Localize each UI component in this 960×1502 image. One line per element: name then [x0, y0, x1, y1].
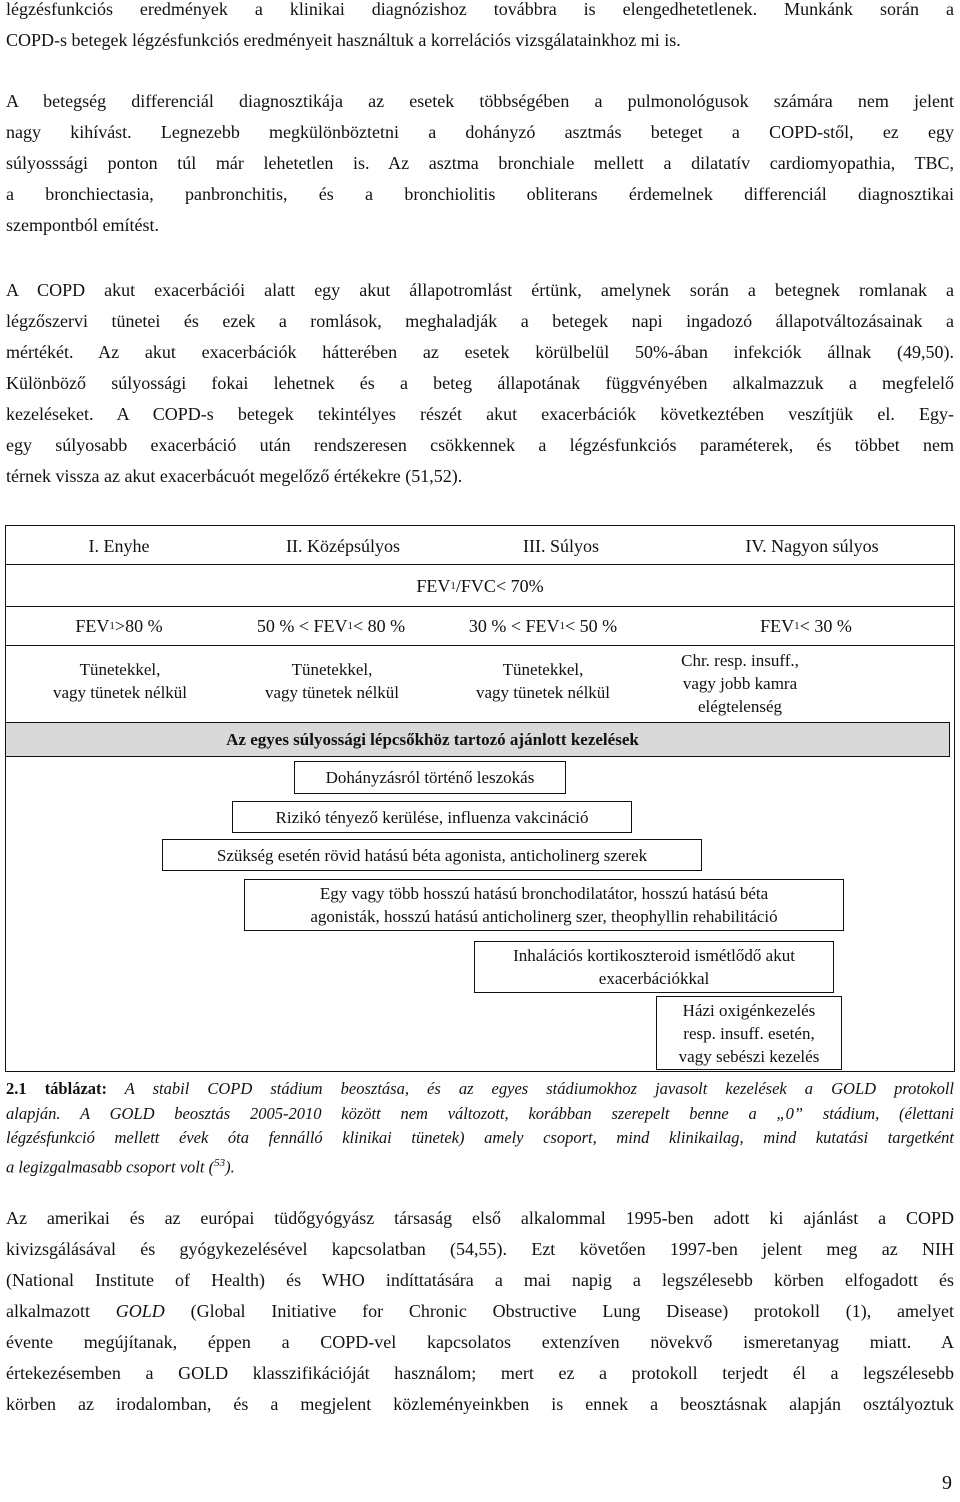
treatment-risk-avoidance: Rizikó tényező kerülése, influenza vakcináció: [232, 801, 632, 833]
table-divider: [5, 564, 955, 565]
fev-range-3: 30 % < FEV 1 < 50 %: [468, 616, 618, 636]
fev-ratio-cell: FEV 1 /FVC< 70%: [416, 575, 544, 596]
exacerbation-paragraph: A COPD akut exacerbációi alatt egy akut állapotromlást értünk, amelynek során a betegnek romlanak a légzőszervi tünetei és ezek a romlások, meghaladják a betegek napi ingadozó állapotváltozásainak a mértékét. Az akut exacerbációk hátterében az esetek körülbelül 50%-ában infekciók állnak (49,50). Különböző súlyossági fokai lehetnek és a beteg állapotának függvényében alkalmazzuk a megfelelő kezeléseket. A COPD-s betegek tekintélyes részét akut exacerbációk következtében veszítjük el. Egy- egy súlyosabb exacerbáció után rendszeresen csökkennek a légzésfunkciós paraméterek, és többet nem térnek vissza az akut exacerbácuót megelőző értékekre (51,52).: [6, 280, 954, 486]
treatment-header: Az egyes súlyossági lépcsőkhöz tartozó ajánlott kezelések: [226, 730, 639, 749]
stage-header-1: I. Enyhe: [88, 535, 150, 556]
symptoms-stage-3: Tünetekkel, vagy tünetek nélkül: [475, 660, 611, 702]
fev-range-1: FEV 1 >80 %: [75, 616, 163, 636]
intro-paragraph: légzésfunkciós eredmények a klinikai diagnózishoz továbbra is elengedhetetlenek. Munkánk során a COPD-s betegek légzésfunkciós eredményeit használtuk a korrelációs vizsgálatainkhoz mi is.: [6, 0, 954, 50]
stage-header-2: II. Középsúlyos: [286, 535, 400, 556]
guidelines-paragraph: Az amerikai és az európai tüdőgyógyász társaság első alkalommal 1995-ben adott ki ajánlást a COPD kivizsgálásával és gyógykezelésével kapcsolatban (54,55). Ezt követően 1997-ben jelent meg az NIH (National Institute of Health) és WHO indíttatására a mai napig a legszélesebb körben elfogadott és alkalmazott GOLD (Global Initiative for Chronic Obstructive Lung Disease) protokoll (1), amelyet évente megújítanak, éppen a COPD-vel kapcsolatos extenzíven növekvő ismeretanyag miatt. A értekezésemben a GOLD klasszifikációját használom; mert ez a protokoll terjedt él a legszélesebb körben az irodalomban, és a megjelent közleményeinkben is ennek a beosztásnak alapján osztályoztuk: [6, 1208, 955, 1414]
symptoms-stage-2: Tünetekkel, vagy tünetek nélkül: [264, 660, 400, 702]
fev-range-4: FEV 1 < 30 %: [760, 616, 852, 636]
stage-header-3: III. Súlyos: [523, 535, 599, 556]
treatment-inhaled-corticosteroid: Inhalációs kortikoszteroid ismétlődő akut exacerbációkkal: [474, 941, 834, 993]
treatment-oxygen-surgery: Házi oxigénkezelés resp. insuff. esetén, vagy sebészi kezelés: [656, 996, 842, 1070]
gold-term: GOLD: [115, 1301, 165, 1321]
treatment-short-acting: Szükség esetén rövid hatású béta agonista, anticholinerg szerek: [162, 839, 702, 871]
fev-range-2: 50 % < FEV 1 < 80 %: [256, 616, 406, 636]
table-divider: [5, 606, 955, 607]
stage-header-4: IV. Nagyon súlyos: [745, 535, 879, 556]
symptoms-stage-4: Chr. resp. insuff., vagy jobb kamra elégtelenség: [681, 650, 799, 716]
treatment-smoking-cessation: Dohányzásról történő leszokás: [294, 761, 566, 794]
page-number: 9: [942, 1472, 952, 1494]
differential-diagnosis-paragraph: A betegség differenciál diagnosztikája az esetek többségében a pulmonológusok számára nem jelent nagy kihívást. Legnezebb megkülönböztetni a dohányzó asztmás beteget a COPD-stől, ez egy súlyosssági ponton túl már lehetetlen is. Az asztma bronchiale mellett a dilatatív cardiomyopathia, TBC, a bronchiectasia, panbronchitis, és a bronchiolitis obliterans érdemelnek differenciál diagnosztikai szempontból emítést.: [6, 91, 954, 235]
symptoms-stage-1: Tünetekkel, vagy tünetek nélkül: [52, 660, 188, 702]
table-divider: [5, 645, 955, 646]
caption-label: 2.1 táblázat:: [6, 1079, 108, 1098]
treatment-long-acting: Egy vagy több hosszú hatású bronchodilatátor, hosszú hatású béta agonisták, hosszú hatású anticholinerg szer, theophyllin rehabilitáció: [244, 879, 844, 931]
table-caption: 2.1 táblázat: A stabil COPD stádium beosztása, és az egyes stádiumokhoz javasolt kezelések a GOLD protokoll alapján. A GOLD beosztás 2005-2010 között nem változott, korábban szerepelt benne a „0” stádium, (élettani légzésfunkció mellett évek óta fennálló klinikai tünetek) amely csoport, mind klinikailag, mind kutatási targetként a legizgalmasabb csoport volt ($^{53}$).: [6, 1079, 954, 1176]
